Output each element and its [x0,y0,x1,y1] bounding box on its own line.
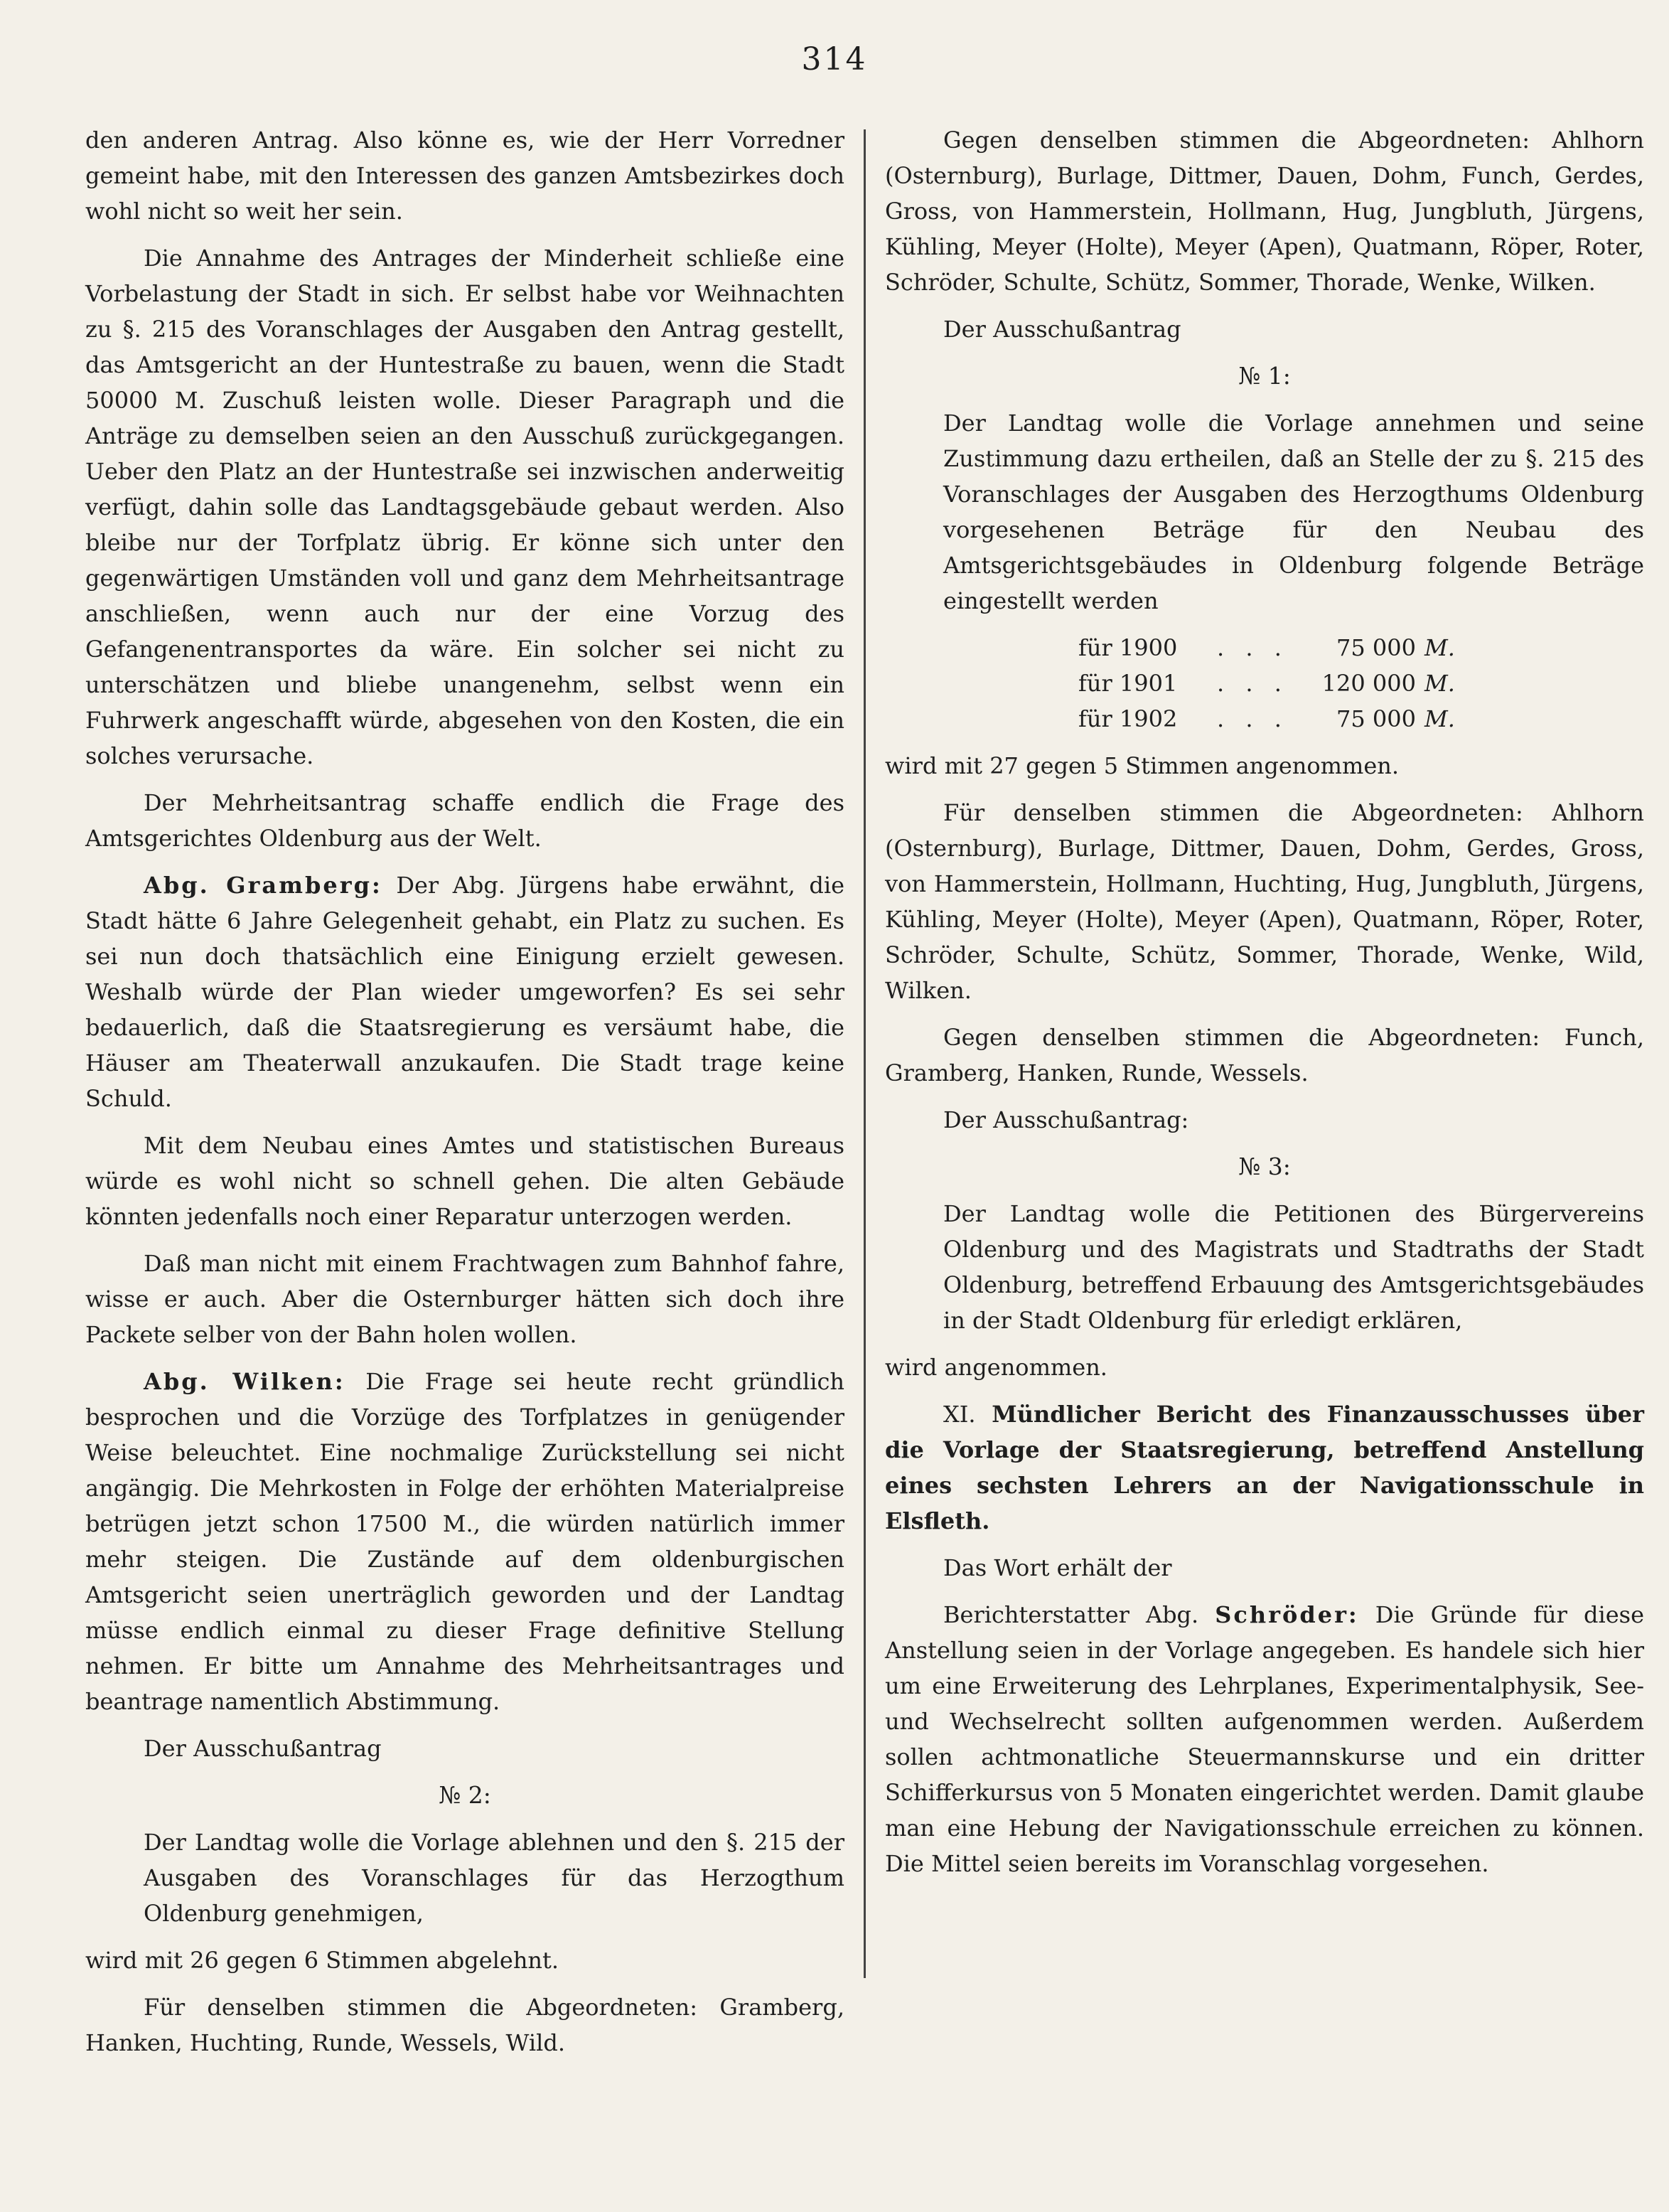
section-title: Mündlicher Bericht des Finanzausschusses über die Vorlage der Staatsregierung, betreffend Anstellung eines sechsten Lehrers an der Navigationsschule in Elsfleth. [885,1401,1645,1534]
vote-list: Für denselben stimmen die Abgeordneten: Ahlhorn (Osternburg), Burlage, Dittmer, Dauen, Dohm, Gerdes, Gross, von Hammerstein, Hollmann, Huchting, Hug, Jungbluth, Jürgens, Kühling, Meyer (Holte), Meyer (Apen), Quatmann, Röper, Roter, Schröder, Schulte, Schütz, Sommer, Thorade, Wenke, Wild, Wilken. [885,799,1644,1004]
speaker-name: Schröder: [1215,1601,1359,1628]
paragraph: Daß man nicht mit einem Frachtwagen zum Bahnhof fahre, wisse er auch. Aber die Osternburger hätten sich doch ihre Packete selber von der Bahn holen wollen. [85,1250,844,1348]
column-divider [864,129,866,1978]
vote-result: wird mit 26 gegen 6 Stimmen abgelehnt. [85,1947,559,1974]
amount-value: 120 000 [1321,670,1416,697]
page-number: 314 [801,41,868,78]
amount-year: für 1901 [1078,670,1178,697]
amounts-table [885,630,1644,737]
amount-unit: M. [1424,634,1455,661]
amount-value: 75 000 [1336,705,1416,732]
amount-unit: M. [1424,705,1455,732]
motion-number: № 1: [1238,362,1291,390]
vote-result: wird angenommen. [885,1354,1107,1381]
paragraph: Mit dem Neubau eines Amtes und statistischen Bureaus würde es wohl nicht so schnell gehen. Die alten Gebäude könnten jedenfalls noch einer Reparatur unterzogen werden. [85,1132,844,1230]
speaker-name: Abg. Wilken: [144,1368,345,1395]
paragraph: Der Mehrheitsantrag schaffe endlich die Frage des Amtsgerichtes Oldenburg aus der Welt. [85,789,844,852]
vote-result: wird mit 27 gegen 5 Stimmen angenommen. [885,752,1400,779]
speech-text: Die Gründe für diese Anstellung seien in der Vorlage angegeben. Es handele sich hier um eine Erweiterung des Lehrplanes, Experimentalphysik, See- und Wechselrecht sollten aufgenommen werden. Außerdem sollen achtmonatliche Steuermannskurse und ein dritter Schifferkursus von 5 Monaten eingerichtet werden. Damit glaube man eine Hebung der Navigationsschule erreichen zu können. Die Mittel seien bereits im Voranschlag vorgesehen. [885,1601,1645,1877]
right-column [885,122,1644,1893]
amount-row [885,701,1644,737]
speech-text: Die Frage sei heute recht gründlich besprochen und die Vorzüge des Torfplatzes in genügender Weise beleuchtet. Eine nochmalige Zurückstellung sei nicht angängig. Die Mehrkosten in Folge der erhöhten Materialpreise betrügen jetzt schon 17500 M., die würden natürlich immer mehr steigen. Die Zustände auf dem oldenburgischen Amtsgericht seien unerträglich geworden und der Landtag müsse endlich einmal zu dieser Frage definitive Stellung nehmen. Er bitte um Annahme des Mehrheitsantrages und beantrage namentlich Abstimmung. [85,1368,845,1715]
motion-number: № 2: [439,1781,491,1809]
section-number: XI. [943,1401,976,1428]
paragraph: Der Ausschußantrag: [943,1106,1189,1133]
section-heading [885,1396,1644,1539]
speech-gramberg [85,867,844,1116]
vote-list: Gegen denselben stimmen die Abgeordneten: Funch, Gramberg, Hanken, Runde, Wessels. [885,1024,1644,1086]
left-column [85,122,844,2072]
motion-number: № 3: [1238,1153,1291,1180]
paragraph: Das Wort erhält der [943,1554,1172,1581]
amount-year: für 1902 [1078,705,1178,732]
amount-row [885,666,1644,701]
motion-text: Der Landtag wolle die Petitionen des Bürgervereins Oldenburg und des Magistrats und Stadtraths der Stadt Oldenburg, betreffend Erbauung des Amtsgerichtsgebäudes in der Stadt Oldenburg für erledigt erklären, [943,1200,1644,1334]
paragraph: Der Ausschußantrag [943,316,1181,343]
speaker-prefix: Berichterstatter Abg. [943,1601,1199,1628]
speech-wilken [85,1364,844,1719]
amount-row [885,630,1644,666]
speaker-name: Abg. Gramberg: [144,872,382,899]
amount-dots: . . . [1217,634,1289,661]
vote-list: Für denselben stimmen die Abgeordneten: Gramberg, Hanken, Huchting, Runde, Wessels, Wild. [85,1994,844,2056]
speech-text: Der Abg. Jürgens habe erwähnt, die Stadt hätte 6 Jahre Gelegenheit gehabt, ein Platz zu suchen. Es sei nun doch thatsächlich eine Einigung erzielt gewesen. Weshalb würde der Plan wieder umgeworfen? Es sei sehr bedauerlich, daß die Staatsregierung es versäumt habe, die Häuser am Theaterwall anzukaufen. Die Stadt trage keine Schuld. [85,872,845,1112]
speech-schroeder [885,1597,1644,1881]
paragraph: den anderen Antrag. Also könne es, wie der Herr Vorredner gemeint habe, mit den Interessen des ganzen Amtsbezirkes doch wohl nicht so weit her sein. [85,127,844,225]
amount-unit: M. [1424,670,1455,697]
vote-list: Gegen denselben stimmen die Abgeordneten: Ahlhorn (Osternburg), Burlage, Dittmer, Dauen, Dohm, Funch, Gerdes, Gross, von Hammerstein, Hollmann, Hug, Jungbluth, Jürgens, Kühling, Meyer (Holte), Meyer (Apen), Quatmann, Röper, Roter, Schröder, Schulte, Schütz, Sommer, Thorade, Wenke, Wilken. [885,127,1644,296]
motion-text: Der Landtag wolle die Vorlage ablehnen und den §. 215 der Ausgaben des Voranschlages für das Herzogthum Oldenburg genehmigen, [144,1829,844,1927]
amount-value: 75 000 [1336,634,1416,661]
amount-year: für 1900 [1078,634,1178,661]
amount-dots: . . . [1217,670,1289,697]
motion-text: Der Landtag wolle die Vorlage annehmen und seine Zustimmung dazu ertheilen, daß an Stelle der zu §. 215 des Voranschlages der Ausgaben des Herzogthums Oldenburg vorgesehenen Beträge für den Neubau des Amtsgerichtsgebäudes in Oldenburg folgende Beträge eingestellt werden [943,410,1644,614]
paragraph: Die Annahme des Antrages der Minderheit schließe eine Vorbelastung der Stadt in sich. Er selbst habe vor Weihnachten zu §. 215 des Voranschlages der Ausgaben den Antrag gestellt, das Amtsgericht an der Huntestraße zu bauen, wenn die Stadt 50000 M. Zuschuß leisten wolle. Dieser Paragraph und die Anträge zu demselben seien an den Ausschuß zurückgegangen. Ueber den Platz an der Huntestraße sei inzwischen anderweitig verfügt, dahin solle das Landtagsgebäude gebaut werden. Also bleibe nur der Torfplatz übrig. Er könne sich unter den gegenwärtigen Umständen voll und ganz dem Mehrheitsantrage anschließen, wenn auch nur der eine Vorzug des Gefangenentransportes da wäre. Ein solcher sei nicht zu unterschätzen und bliebe unangenehm, selbst wenn ein Fuhrwerk angeschafft würde, abgesehen von den Kosten, die ein solches verursache. [85,245,844,769]
amount-dots: . . . [1217,705,1289,732]
paragraph: Der Ausschußantrag [144,1735,382,1762]
